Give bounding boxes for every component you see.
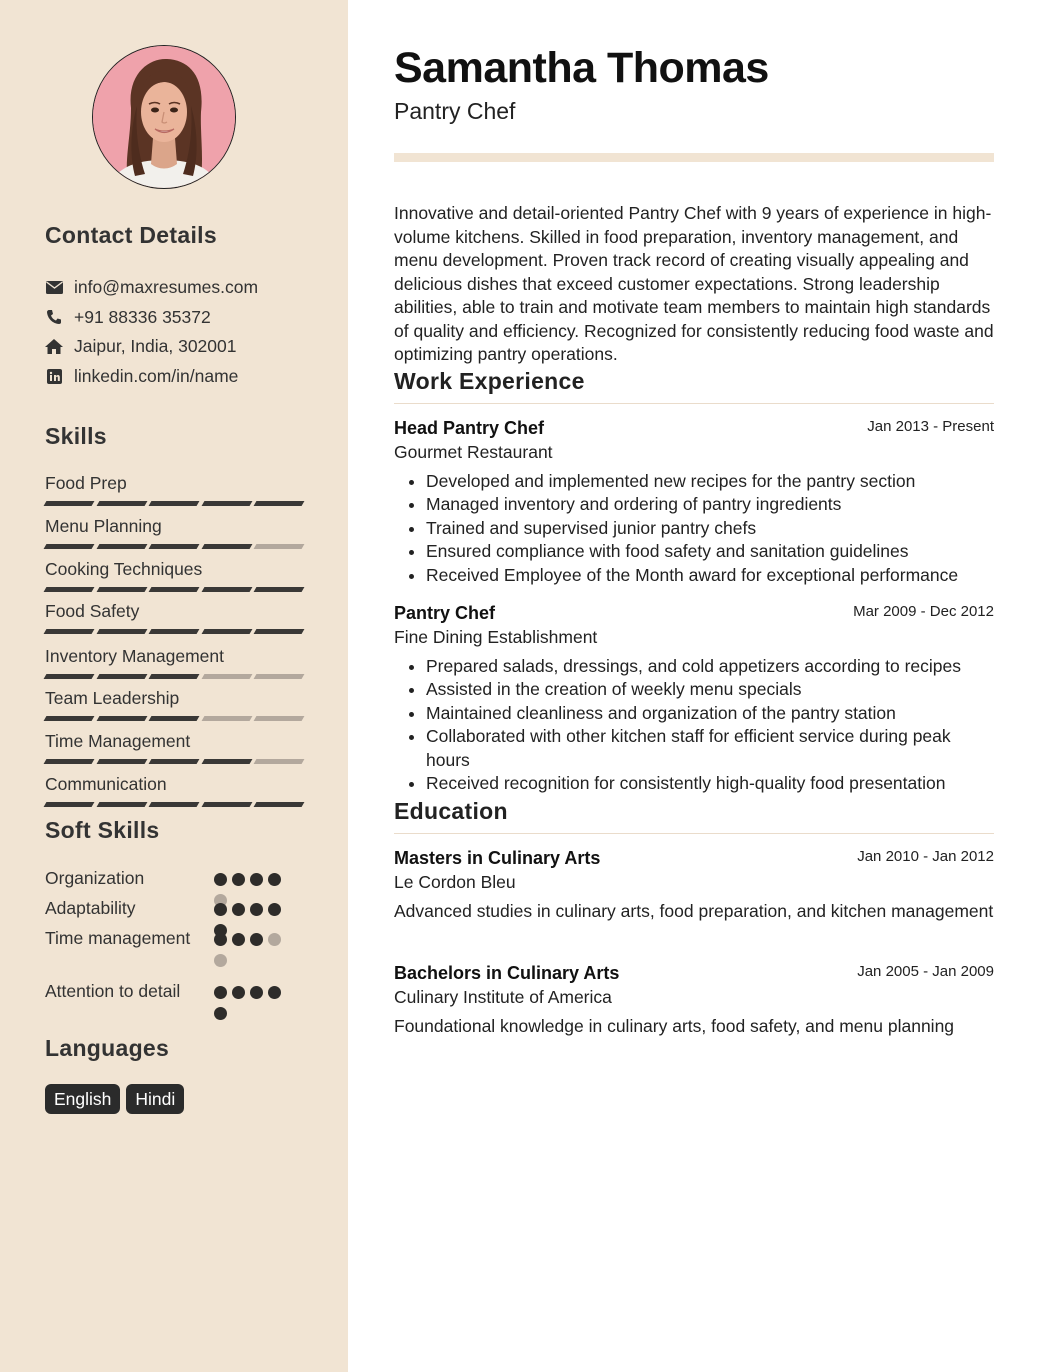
rating-dot [214,873,227,886]
skill-level-segment [254,544,304,549]
skill-label: Food Safety [45,601,140,621]
home-icon [45,337,63,355]
skill-level-segment [201,629,251,634]
rating-dot [232,986,245,999]
job-bullets [394,655,994,795]
skill-level-segment [201,674,251,679]
soft-skill-label: Attention to detail [45,981,181,1001]
degree-title: Bachelors in Culinary Arts [394,963,620,983]
rating-dot [214,1007,227,1020]
languages-heading: Languages [45,1035,170,1061]
envelope-icon [45,278,63,296]
avatar [92,45,236,189]
skill-level-bars [45,674,303,679]
skill-level-segment [254,674,304,679]
rating-dot [250,903,263,916]
soft-skill-label: Organization [45,868,145,888]
job-company: Gourmet Restaurant [394,442,553,462]
contact-phone[interactable] [45,305,211,329]
school-name: Le Cordon Bleu [394,872,516,892]
job-bullet: • Maintained cleanliness and organization of the pantry station [426,702,994,725]
rating-dot [268,873,281,886]
degree-title: Masters in Culinary Arts [394,848,601,868]
soft-skill-rating [214,933,289,967]
soft-skill-item [45,979,305,1004]
skill-level-segment [254,759,304,764]
job-bullet: • Managed inventory and ordering of pantry ingredients [426,493,994,516]
job-dates: Jan 2013 - Present [867,418,994,435]
work-experience-heading: Work Experience [394,368,994,404]
skill-item [45,600,303,634]
skill-level-segment [254,587,304,592]
skill-level-segment [44,501,94,506]
job-bullet: • Ensured compliance with food safety and sanitation guidelines [426,540,994,563]
skill-level-segment [201,501,251,506]
contact-email-text: info@maxresumes.com [74,276,259,297]
phone-icon [45,308,63,326]
skill-level-segment [96,759,146,764]
skill-level-segment [96,587,146,592]
skill-level-bars [45,629,303,634]
skill-label: Communication [45,774,167,794]
job-dates: Mar 2009 - Dec 2012 [853,603,994,620]
skill-level-segment [149,501,199,506]
education-entry [394,962,994,1039]
education-dates: Jan 2010 - Jan 2012 [857,848,994,865]
school-name: Culinary Institute of America [394,987,612,1007]
skill-level-segment [201,544,251,549]
skill-level-segment [96,802,146,807]
skill-level-bars [45,544,303,549]
soft-skill-rating [214,986,289,1020]
header-divider [394,153,994,162]
job-entry [394,417,994,587]
skill-level-segment [44,716,94,721]
job-bullet: • Received recognition for consistently high-quality food presentation [426,772,994,795]
skill-item [45,472,303,506]
education-dates: Jan 2005 - Jan 2009 [857,963,994,980]
rating-dot [214,903,227,916]
summary-text: Innovative and detail-oriented Pantry Chef with 9 years of experience in high-volume kitchens. Skilled in food preparation, inventory management, and menu development. Proven track record of creating visually appealing and delicious dishes that exceed customer expectations. Strong leadership abilities, able to train and motivate team members to maintain high standards of quality and efficiency. Recognized for consistently reducing food waste and optimizing pantry operations. [394,203,994,364]
skill-level-segment [149,759,199,764]
soft-skill-label: Adaptability [45,898,136,918]
skills-heading: Skills [45,423,107,449]
language-badge: English [45,1084,120,1114]
skill-level-segment [96,716,146,721]
skill-level-segment [96,544,146,549]
skill-item [45,773,303,807]
education-description: Foundational knowledge in culinary arts, food safety, and menu planning [394,1016,955,1036]
soft-skills-heading: Soft Skills [45,817,160,843]
skill-level-segment [201,587,251,592]
rating-dot [268,903,281,916]
skill-label: Inventory Management [45,646,224,666]
skill-level-segment [201,802,251,807]
skill-level-bars [45,716,303,721]
skill-level-segment [44,674,94,679]
profile-photo [93,46,235,188]
soft-skill-item [45,866,305,891]
rating-dot [232,903,245,916]
skill-level-segment [44,629,94,634]
skill-level-segment [44,587,94,592]
skill-level-segment [149,629,199,634]
contact-email[interactable] [45,275,258,299]
job-bullet: • Prepared salads, dressings, and cold appetizers according to recipes [426,655,994,678]
skill-level-segment [44,759,94,764]
contact-address [45,334,237,358]
skill-level-bars [45,501,303,506]
sidebar [0,0,348,1372]
contact-heading: Contact Details [45,222,217,248]
job-bullet: • Developed and implemented new recipes for the pantry section [426,470,994,493]
language-badge: Hindi [126,1084,184,1114]
education-entry [394,847,994,924]
linkedin-icon [45,367,63,385]
skill-label: Cooking Techniques [45,559,203,579]
job-bullet: • Received Employee of the Month award for exceptional performance [426,564,994,587]
skill-level-segment [254,802,304,807]
job-title: Pantry Chef [394,603,496,623]
job-entry [394,602,994,795]
skill-level-segment [149,716,199,721]
skill-label: Menu Planning [45,516,162,536]
skill-item [45,730,303,764]
contact-linkedin-text: linkedin.com/in/name [74,365,239,386]
rating-dot [268,933,281,946]
job-company: Fine Dining Establishment [394,627,598,647]
rating-dot [250,933,263,946]
rating-dot [250,873,263,886]
skill-level-bars [45,587,303,592]
contact-phone-text: +91 88336 35372 [74,306,211,327]
skill-label: Food Prep [45,473,127,493]
skill-level-segment [254,716,304,721]
rating-dot [232,933,245,946]
contact-address-text: Jaipur, India, 302001 [74,335,237,356]
skill-level-segment [44,544,94,549]
education-heading: Education [394,798,994,834]
job-bullet: • Assisted in the creation of weekly menu specials [426,678,994,701]
soft-skill-label: Time management [45,928,191,948]
skill-level-segment [96,629,146,634]
rating-dot [250,986,263,999]
skill-level-bars [45,802,303,807]
skill-level-segment [254,629,304,634]
skill-item [45,558,303,592]
skill-level-segment [44,802,94,807]
skill-level-segment [96,501,146,506]
skill-label: Time Management [45,731,191,751]
soft-skill-item [45,896,305,921]
languages-list [45,1084,184,1114]
skill-level-segment [149,544,199,549]
skill-level-segment [149,802,199,807]
skill-label: Team Leadership [45,688,180,708]
rating-dot [214,986,227,999]
candidate-title: Pantry Chef [394,98,516,124]
job-bullet: • Trained and supervised junior pantry chefs [426,517,994,540]
skill-level-bars [45,759,303,764]
candidate-name: Samantha Thomas [394,44,769,92]
skill-item [45,687,303,721]
job-bullets [394,470,994,587]
rating-dot [214,933,227,946]
job-title: Head Pantry Chef [394,418,545,438]
education-description: Advanced studies in culinary arts, food preparation, and kitchen management [394,901,994,921]
rating-dot [268,986,281,999]
rating-dot [214,954,227,967]
skill-level-segment [96,674,146,679]
skill-level-segment [201,716,251,721]
soft-skill-item [45,926,305,951]
contact-linkedin[interactable] [45,364,238,388]
rating-dot [232,873,245,886]
skill-level-segment [149,674,199,679]
job-bullet: • Collaborated with other kitchen staff for efficient service during peak hours [426,725,994,772]
skill-item [45,515,303,549]
skill-level-segment [254,501,304,506]
skill-level-segment [201,759,251,764]
skill-item [45,645,303,679]
skill-level-segment [149,587,199,592]
